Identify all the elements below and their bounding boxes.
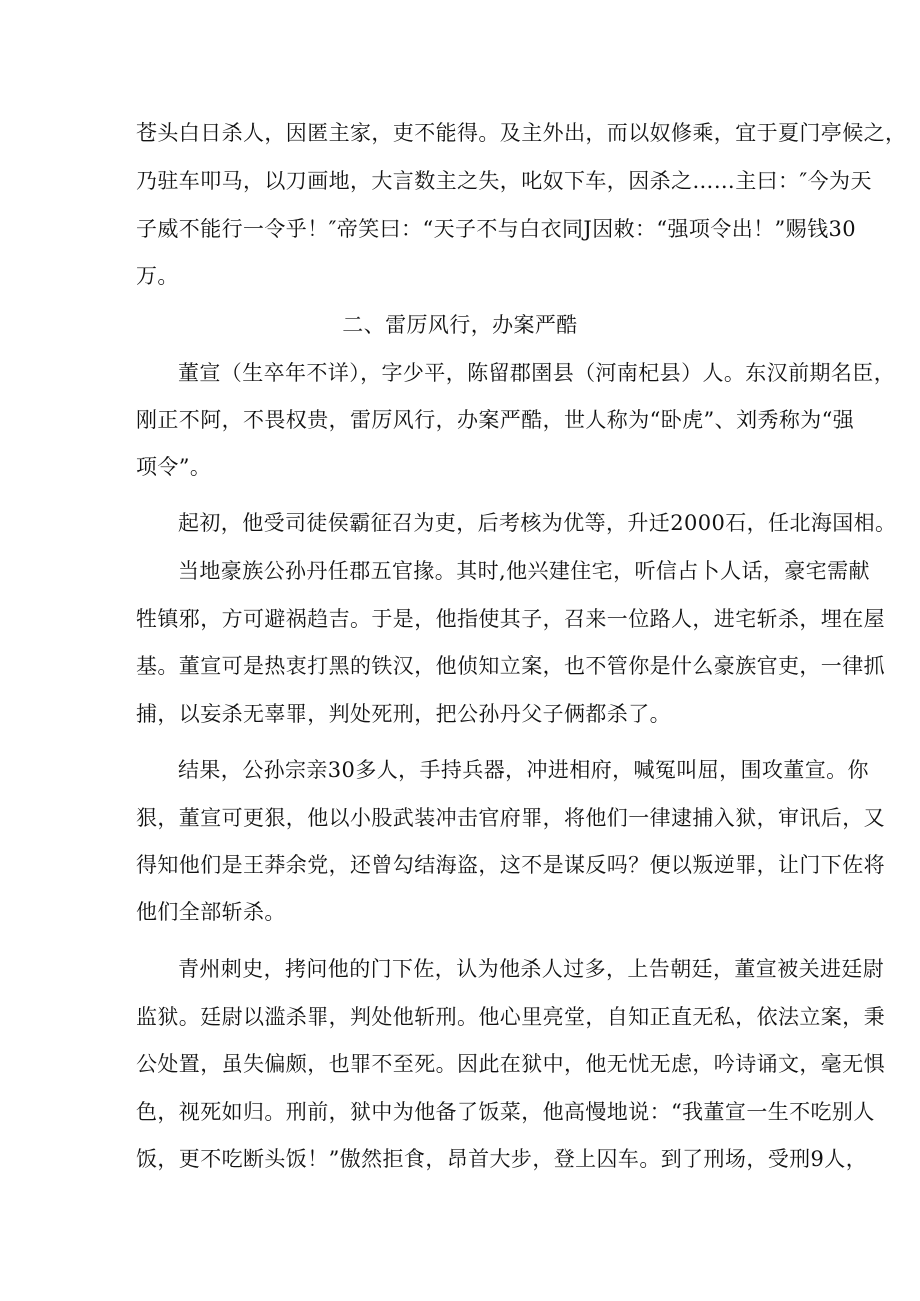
text-line: 项令”。 [136, 455, 212, 479]
text-line: 苍头白日杀人，因匿主家，吏不能得。及主外出，而以奴修乘，宜于夏门亭候之， [136, 121, 907, 145]
text-line: 捕，以妄杀无辜罪，判处死刑，把公孙丹父子俩都杀了。 [136, 702, 671, 726]
paragraph-first-line: 董宣（生卒年不详），字少平，陈留郡圉县（河南杞县）人。东汉前期名臣， [178, 361, 896, 385]
text-line: 牲镇邪，方可避祸趋吉。于是，他指使其子，召来一位路人，进宅斩杀，埋在屋 [136, 607, 885, 631]
paragraph-first-line: 青州刺史，拷问他的门下佐，认为他杀人过多，上告朝廷，董宣被关进廷尉 [178, 957, 885, 981]
text-line: 刚正不阿，不畏权贵，雷厉风行，办案严酷，世人称为“卧虎”、刘秀称为“强 [136, 408, 855, 432]
text-line: 狠，董宣可更狠，他以小股武装冲击官府罪，将他们一律逮捕入狱，审讯后，又 [136, 806, 885, 830]
text-line: 他们全部斩杀。 [136, 900, 286, 924]
section-heading: 二、雷厉风行，办案严酷 [342, 313, 578, 337]
text-line: 饭，更不吃断头饭！”傲然拒食，昂首大步，登上囚车。到了刑场，受刑9人， [136, 1147, 868, 1171]
text-line: 色，视死如归。刑前，狱中为他备了饭菜，他高慢地说：“我董宣一生不吃别人 [136, 1100, 875, 1124]
text-line: 万。 [136, 264, 179, 288]
text-line: 得知他们是王莽余党，还曾勾结海盗，这不是谋反吗？便以叛逆罪，让门下佐将 [136, 853, 885, 877]
text-line: 公处置，虽失偏颇，也罪不至死。因此在狱中，他无忧无虑，吟诗诵文，毫无惧 [136, 1052, 885, 1076]
text-line: 子威不能行一令乎！″帝笑曰：“天子不与白衣同J因敕：“强项令出！”赐钱30 [136, 217, 856, 241]
paragraph-first-line: 当地豪族公孙丹任郡五官掾。其时,他兴建住宅，听信占卜人话，豪宅需献 [178, 559, 870, 583]
text-line: 基。董宣可是热衷打黑的铁汉，他侦知立案，也不管你是什么豪族官吏，一律抓 [136, 654, 885, 678]
text-line: 监狱。廷尉以滥杀罪，判处他斩刑。他心里亮堂，自知正直无私，依法立案，秉 [136, 1005, 885, 1029]
text-line: 乃驻车叩马，以刀画地，大言数主之失，叱奴下车，因杀之……主曰：″今为天 [136, 169, 872, 193]
paragraph-first-line: 结果，公孙宗亲30多人，手持兵器，冲进相府，喊冤叫屈，围攻董宣。你 [178, 758, 869, 782]
paragraph-first-line: 起初，他受司徒侯霸征召为吏，后考核为优等，升迁2000石，任北海国相。 [178, 511, 897, 535]
